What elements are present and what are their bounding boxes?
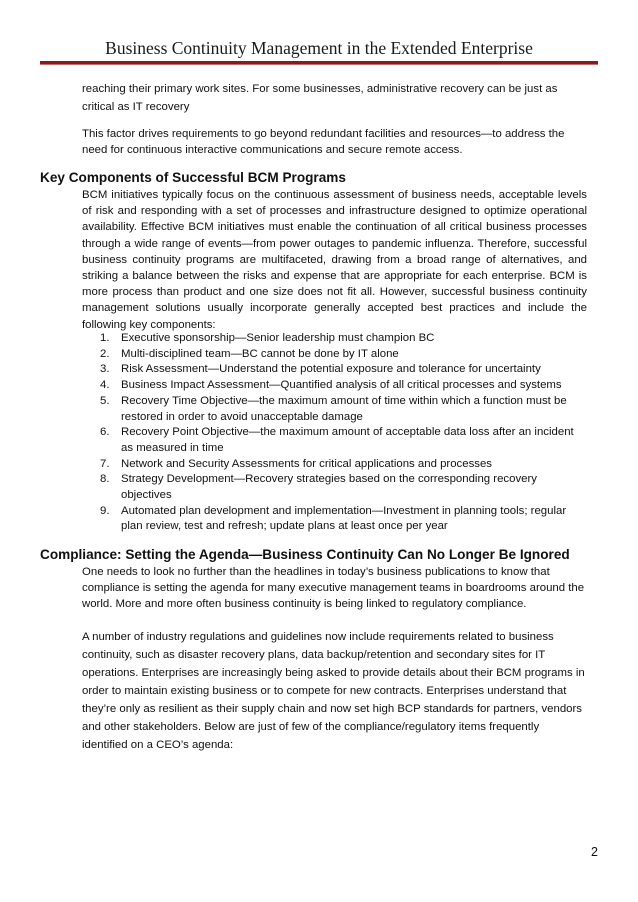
list-item (82, 457, 587, 473)
list-item-text: Risk Assessment—Understand the potential exposure and tolerance for uncertainty (121, 363, 541, 376)
list-item-text: Executive sponsorship—Senior leadership must champion BC (121, 332, 435, 344)
list-item (82, 362, 587, 378)
intro-paragraph-1: reaching their primary work sites. For some businesses, administrative recovery can be just as critical as IT recovery (82, 83, 558, 113)
section2-paragraph-1: One needs to look no further than the headlines in today’s business publications to know that compliance is setting the agenda for many executive management teams in boardrooms around the world. More and more often business continuity is being linked to regulatory compliance. (82, 566, 585, 611)
section-heading-compliance: Compliance: Setting the Agenda—Business Continuity Can No Longer Be Ignored (40, 547, 570, 562)
list-item-number: 6. (100, 426, 110, 439)
header-rule (40, 61, 598, 65)
intro-paragraph-2: This factor drives requirements to go beyond redundant facilities and resources—to address the need for continuous interactive communications and secure remote access. (82, 128, 565, 157)
page-number: 2 (591, 845, 598, 859)
list-item-number: 5. (100, 394, 110, 407)
list-item-text: Automated plan development and implementation—Investment in planning tools; regular plan review, test and refresh; update plans at least once per year (121, 504, 567, 533)
key-components-list (82, 331, 587, 535)
list-item-text: Multi-disciplined team—BC cannot be done by IT alone (121, 347, 399, 360)
list-item-number: 2. (100, 347, 110, 360)
list-item-text: Recovery Time Objective—the maximum amount of time within which a function must be restored in order to avoid unacceptable damage (121, 394, 567, 423)
list-item-number: 1. (100, 332, 110, 344)
list-item (82, 347, 587, 363)
list-item-number: 7. (100, 457, 110, 470)
list-item (82, 394, 587, 425)
list-item-text: Business Impact Assessment—Quantified analysis of all critical processes and systems (121, 379, 562, 392)
list-item-number: 8. (100, 473, 110, 486)
list-item-text: Recovery Point Objective—the maximum amount of acceptable data loss after an incident as measured in time (121, 426, 574, 454)
list-item (82, 504, 587, 535)
list-item-number: 9. (100, 504, 110, 517)
section2-paragraph-2: A number of industry regulations and guidelines now include requirements related to business continuity, such as disaster recovery plans, data backup/retention and secondary sites for IT operations. Enterprises are increasingly being asked to provide details about their BCM programs in order to maintain existing business or to compete for new contracts. Enterprises understand that they’re only as resilient as their supply chain and now set high BCP standards for partners, vendors and other stakeholders. Below are just of few of the compliance/regulatory items frequently identified on a CEO’s agenda: (82, 631, 585, 751)
list-item-text: Strategy Development—Recovery strategies based on the corresponding recovery objectives (121, 473, 537, 502)
list-item (82, 425, 587, 456)
section-heading-key-components: Key Components of Successful BCM Programs (40, 170, 346, 185)
list-item (82, 331, 587, 347)
list-item-text: Network and Security Assessments for critical applications and processes (121, 457, 492, 470)
list-item (82, 378, 587, 394)
list-item-number: 4. (100, 379, 110, 392)
list-item-number: 3. (100, 363, 110, 376)
section1-body: BCM initiatives typically focus on the continuous assessment of business needs, acceptable levels of risk and responding with a set of processes and infrastructure designed to optimize operational availability. Effective BCM initiatives must enable the continuation of all critical business processes through a wide range of events—from power outages to pandemic influenza. Therefore, successful business continuity programs are multifaceted, drawing from a broad range of alternatives, and striking a balance between the risks and expense that are appropriate for each enterprise. BCM is more process than product and one size does not fit all. However, successful business continuity management solutions usually incorporate generally accepted best practices and include the following key components: (82, 189, 587, 331)
page-header-title: Business Continuity Management in the Extended Enterprise (105, 38, 533, 58)
list-item (82, 472, 587, 503)
